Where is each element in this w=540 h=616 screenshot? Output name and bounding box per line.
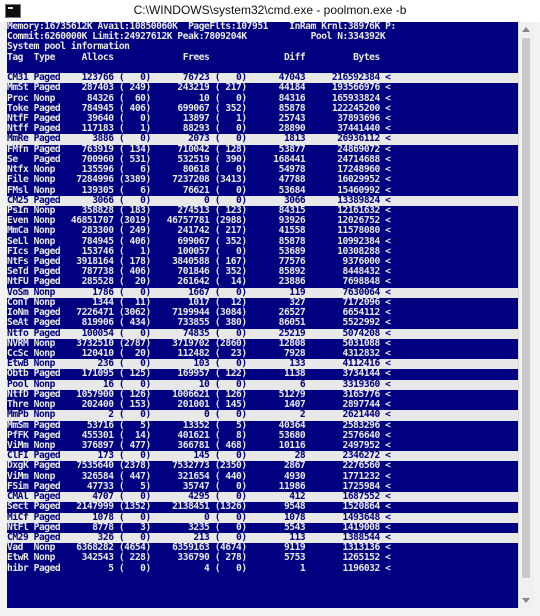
pool-tag-row: Ntfx Nonp 135596 ( 6) 80618 ( 0) 54978 17248960 <	[7, 164, 391, 176]
pool-tag-row: File Nonp 7284996 (3389) 7237208 (3413) 47788 16029952 <	[7, 174, 391, 186]
pool-tag-row: Proc Nonp 84326 ( 60) 10 ( 0) 84316 165933824 <	[7, 92, 391, 104]
pool-tag-row: EtwR Nonp 342543 ( 228) 336790 ( 278) 5753 1265152 <	[7, 552, 391, 564]
pool-tag-row: FMsl Nonp 139305 ( 6) 76621 ( 0) 53684 15460992 <	[7, 184, 391, 196]
scroll-down-arrow-icon[interactable]	[522, 598, 530, 603]
console-output[interactable]	[7, 22, 518, 608]
window-bottom-border	[0, 608, 540, 616]
pool-tag-row: NVRM Nonp 3732510 (2787) 3719702 (2860) 12808 5031088 <	[7, 337, 391, 349]
pool-tag-row: CM31 Paged 123766 ( 0) 76723 ( 0) 47043 216592384 <	[7, 73, 518, 83]
title-bar[interactable]	[0, 0, 540, 22]
pool-tag-row: EtwB Nonp 236 ( 0) 103 ( 0) 133 4112416 <	[7, 359, 518, 369]
pool-tag-row: Ntff Paged 117183 ( 1) 88293 ( 0) 28890 37441440 <	[7, 123, 391, 135]
pool-tag-row: Pool Nonp 16 ( 0) 10 ( 0) 6 3319360 <	[7, 380, 518, 390]
pool-tag-row: FMfn Paged 763919 ( 134) 710042 ( 128) 53877 24869072 <	[7, 143, 391, 155]
pool-tag-row: NtFs Paged 3918164 ( 178) 3840588 ( 167) 77576 9376000 <	[7, 256, 391, 268]
pool-tag-row: ViMm Nonp 326584 ( 447) 321654 ( 440) 4930 1771232 <	[7, 470, 391, 482]
console-header-line: Tag Type Allocs Frees Diff Bytes	[7, 51, 380, 63]
console-header-line: Commit:6260000K Limit:24927612K Peak:7809204K Pool N:334392K	[7, 31, 386, 43]
console-header-line: System pool information	[7, 41, 130, 53]
pool-tag-row: MiCf Paged 1078 ( 0) 0 ( 0) 1078 1493648 <	[7, 513, 518, 523]
pool-tag-row: FSim Paged 47733 ( 5) 35747 ( 0) 11986 1725984 <	[7, 480, 391, 492]
pool-tag-row: SeTd Paged 787738 ( 406) 701846 ( 352) 85892 8448432 <	[7, 266, 391, 278]
pool-tag-row: NtfD Paged 1057900 ( 126) 1006621 ( 126) 51279 3165776 <	[7, 388, 391, 400]
pool-tag-row: hibr Paged 5 ( 0) 4 ( 0) 1 1196032 <	[7, 562, 391, 574]
pool-tag-row: CM25 Paged 3066 ( 0) 0 ( 0) 3066 13389824 <	[7, 196, 518, 206]
pool-tag-row: MmRe Paged 3886 ( 0) 2073 ( 0) 1813 26936112 <	[7, 134, 518, 144]
pool-tag-row: SeLl Nonp 784945 ( 406) 699067 ( 352) 85878 10992384 <	[7, 235, 391, 247]
pool-tag-row: VoSm Nonp 1786 ( 0) 1667 ( 0) 119 7630064 <	[7, 288, 518, 298]
pool-tag-row: ViMm Nonp 376897 ( 477) 366781 ( 468) 10116 2497952 <	[7, 439, 391, 451]
pool-tag-row: ClFI Paged 173 ( 0) 145 ( 0) 28 2346272 <	[7, 451, 518, 461]
pool-tag-row: DxgK Paged 7535640 (2378) 7532773 (2350) 2867 2276560 <	[7, 460, 391, 472]
pool-tag-row: NtfF Paged 39640 ( 0) 13897 ( 1) 25743 37893696 <	[7, 112, 391, 124]
pool-tag-row: FIcs Paged 153746 ( 1) 100057 ( 0) 53689 10308288 <	[7, 245, 391, 257]
pool-tag-row: Obtb Paged 171095 ( 125) 169957 ( 122) 1138 3734144 <	[7, 368, 391, 380]
pool-tag-row: MmSt Paged 287403 ( 249) 243219 ( 217) 44184 193566976 <	[7, 82, 391, 94]
pool-tag-row: MmSm Paged 53716 ( 5) 13352 ( 5) 40364 2583296 <	[7, 419, 391, 431]
pool-tag-row: Sect Paged 2147999 (1352) 2138451 (1326) 9548 1520864 <	[7, 501, 391, 513]
pool-tag-row: Thre Nonp 202400 ( 153) 201001 ( 145) 1407 2897744 <	[7, 399, 391, 411]
scroll-up-arrow-icon[interactable]	[522, 27, 530, 32]
pool-tag-row: Ntfo Paged 100054 ( 0) 74835 ( 0) 25219 5074208 <	[7, 329, 518, 339]
vertical-scrollbar[interactable]	[518, 22, 534, 608]
pool-tag-row: CMAl Paged 4707 ( 0) 4295 ( 0) 412 1687552 <	[7, 492, 518, 502]
pool-tag-row: Se Paged 700960 ( 531) 532519 ( 390) 168441 24714688 <	[7, 153, 391, 165]
pool-tag-row: SeAt Paged 819906 ( 434) 733855 ( 380) 86051 5522992 <	[7, 317, 391, 329]
pool-tag-row: PfFK Paged 455301 ( 14) 401621 ( 8) 53680 2576640 <	[7, 429, 391, 441]
pool-tag-row: CM29 Paged 326 ( 0) 213 ( 0) 113 1388544 <	[7, 533, 518, 543]
pool-tag-row: Toke Paged 784945 ( 406) 699067 ( 352) 85878 122245200 <	[7, 102, 391, 114]
pool-tag-row: Vad Nonp 6368282 (4654) 6359163 (4674) 9119 1313136 <	[7, 542, 391, 554]
pool-tag-row: ConT Nonp 1344 ( 11) 1017 ( 12) 327 7172096 <	[7, 296, 391, 308]
scroll-thumb[interactable]	[522, 38, 530, 578]
pool-tag-row: IoNm Paged 7226471 (3062) 7199944 (3084) 26527 6654112 <	[7, 307, 391, 319]
pool-tag-row: Even Nonp 46851707 (3019) 46757781 (2988) 93926 12026752 <	[7, 215, 391, 227]
pool-tag-row: NtFU Paged 285528 ( 20) 261642 ( 14) 23886 7698848 <	[7, 276, 391, 288]
pool-tag-row: PsIn Nonp 358828 ( 183) 274513 ( 123) 84315 12161632 <	[7, 204, 391, 216]
pool-tag-row: CcSc Nonp 120410 ( 20) 112482 ( 23) 7928 4312832 <	[7, 348, 391, 359]
pool-tag-row: MmPb Nonp 2 ( 0) 0 ( 0) 2 2621440 <	[7, 410, 518, 420]
pool-tag-row: NtFl Paged 8778 ( 3) 3235 ( 0) 5543 1419008 <	[7, 521, 391, 533]
console-header-line: Memory:16735612K Avail:10850060K PageFlts:107951 InRam Krnl:38976K P:	[7, 22, 396, 32]
pool-tag-row: MmCa Nonp 283300 ( 249) 241742 ( 217) 41558 11578080 <	[7, 225, 391, 237]
window-title: C:\WINDOWS\system32\cmd.exe - poolmon.exe -b	[133, 3, 407, 17]
